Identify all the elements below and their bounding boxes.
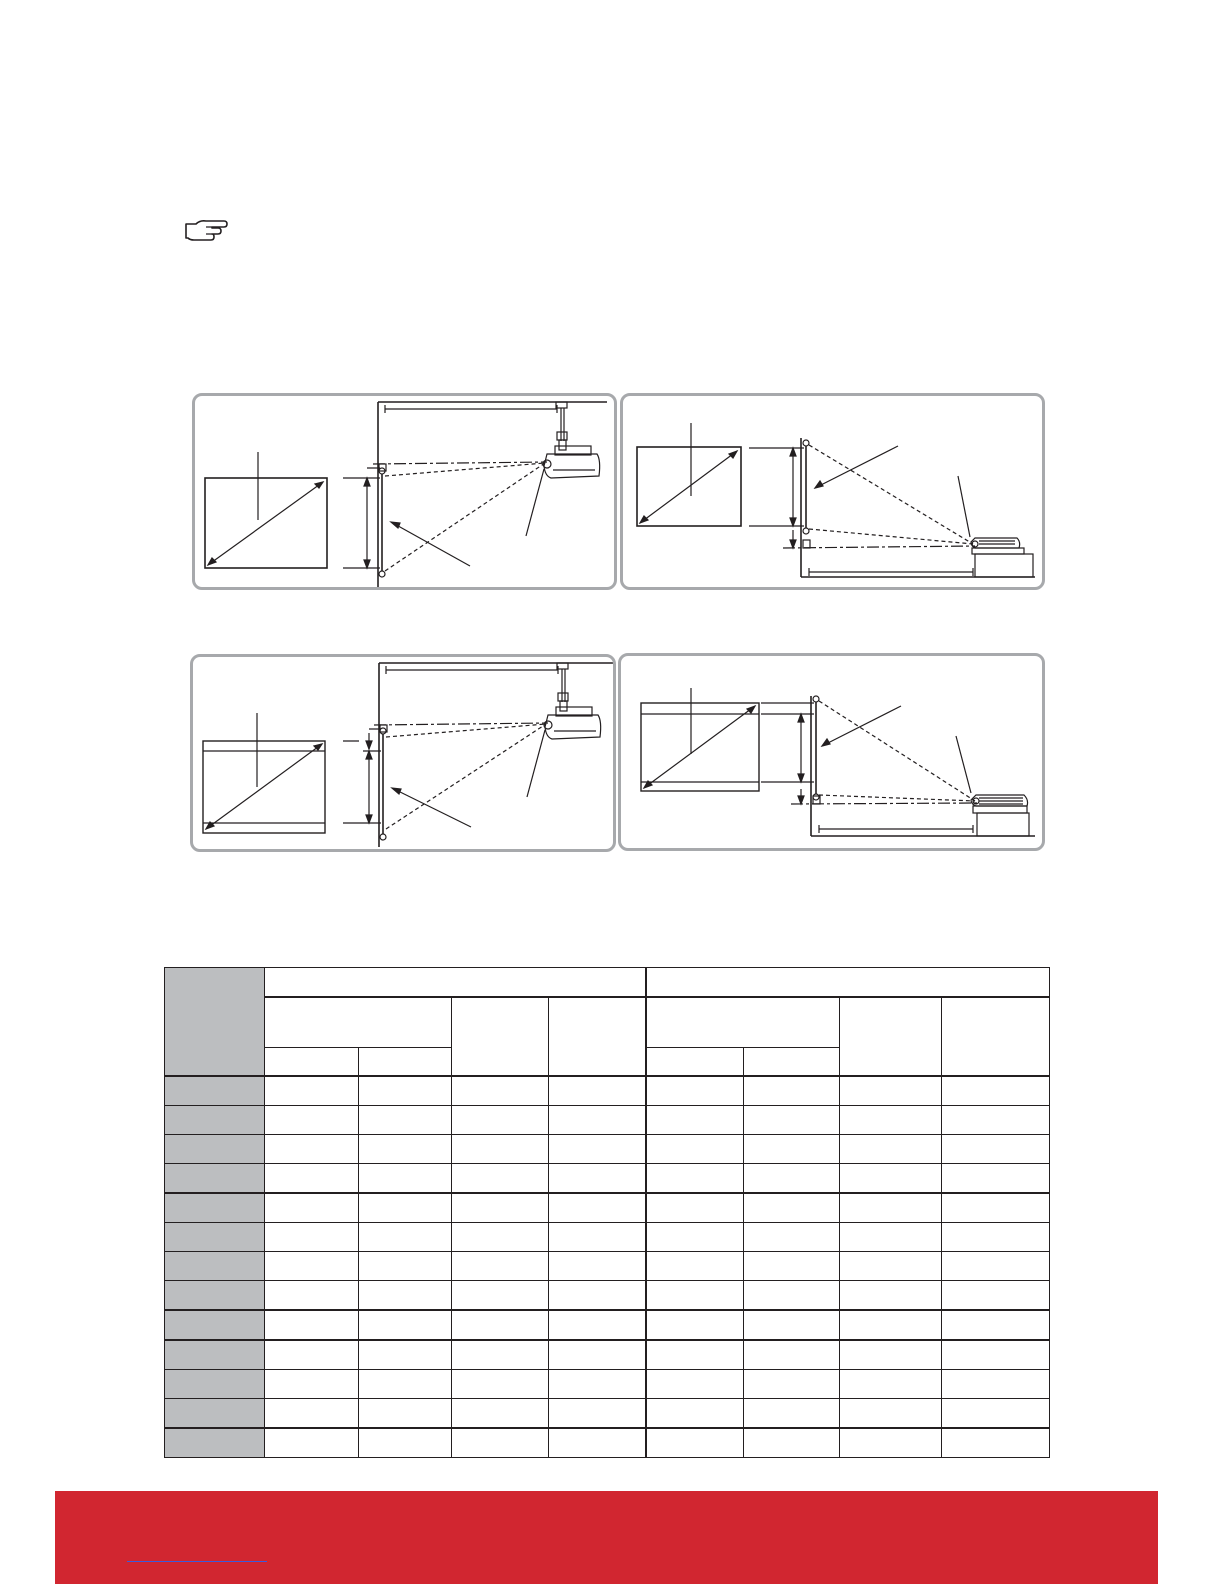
table-row <box>165 1340 1050 1370</box>
ceiling-mount-diagram-16-9 <box>190 654 616 852</box>
table-cell <box>359 1076 452 1106</box>
subheader-cell <box>452 997 549 1076</box>
table-cell <box>265 1193 359 1223</box>
ceiling-mount-drawing-wide <box>193 657 616 852</box>
table-row <box>165 1428 1050 1458</box>
table-cell <box>549 1076 646 1106</box>
table-cell <box>549 1105 646 1134</box>
table-cell <box>646 1428 744 1458</box>
table-cell <box>840 1428 942 1458</box>
table-cell <box>359 1193 452 1223</box>
table-cell <box>942 1105 1050 1134</box>
subheader-cell <box>265 997 452 1048</box>
row-header-cell <box>165 1134 265 1163</box>
unit-cell <box>265 1048 359 1076</box>
unit-cell <box>646 1048 744 1076</box>
table-cell <box>942 1280 1050 1310</box>
table-cell <box>359 1163 452 1193</box>
table-cell <box>549 1193 646 1223</box>
table-cell <box>646 1369 744 1398</box>
table-cell <box>452 1340 549 1370</box>
table-cell <box>646 1076 744 1106</box>
table-row <box>165 1310 1050 1340</box>
table-cell <box>744 1398 840 1428</box>
footer-bar <box>55 1491 1158 1584</box>
subheader-cell <box>840 997 942 1076</box>
table-cell <box>359 1340 452 1370</box>
row-header-cell <box>165 1193 265 1223</box>
table-cell <box>359 1280 452 1310</box>
row-header-cell <box>165 1076 265 1106</box>
table-cell <box>452 1193 549 1223</box>
table-cell <box>840 1340 942 1370</box>
table-cell <box>840 1222 942 1251</box>
table-cell <box>646 1340 744 1370</box>
table-cell <box>549 1369 646 1398</box>
table-cell <box>744 1076 840 1106</box>
table-row <box>165 1105 1050 1134</box>
row-header-cell <box>165 1428 265 1458</box>
table-cell <box>744 1193 840 1223</box>
table-row <box>165 1076 1050 1106</box>
table-cell <box>744 1310 840 1340</box>
table-cell <box>744 1105 840 1134</box>
table-cell <box>942 1310 1050 1340</box>
table-cell <box>265 1369 359 1398</box>
table-cell <box>265 1428 359 1458</box>
table-row <box>165 1280 1050 1310</box>
row-header-cell <box>165 1369 265 1398</box>
row-header-cell <box>165 1398 265 1428</box>
table-cell <box>646 1193 744 1223</box>
group-header-right <box>646 968 1050 997</box>
table-cell <box>265 1251 359 1280</box>
table-cell <box>942 1251 1050 1280</box>
table-cell <box>646 1222 744 1251</box>
floor-mount-diagram-4-3 <box>620 393 1045 590</box>
table-cell <box>359 1398 452 1428</box>
row-header-cell <box>165 1105 265 1134</box>
table-cell <box>646 1163 744 1193</box>
table-cell <box>359 1251 452 1280</box>
table-cell <box>840 1369 942 1398</box>
table-cell <box>549 1134 646 1163</box>
table-cell <box>549 1163 646 1193</box>
table-cell <box>549 1222 646 1251</box>
table-row <box>165 1134 1050 1163</box>
subheader-cell <box>549 997 646 1076</box>
table-cell <box>942 1134 1050 1163</box>
table-cell <box>744 1428 840 1458</box>
table-cell <box>646 1134 744 1163</box>
table-cell <box>452 1251 549 1280</box>
row-header-cell <box>165 1163 265 1193</box>
row-header-cell <box>165 1310 265 1340</box>
table-cell <box>265 1310 359 1340</box>
table-cell <box>840 1251 942 1280</box>
table-cell <box>840 1280 942 1310</box>
table-cell <box>265 1340 359 1370</box>
table-cell <box>840 1105 942 1134</box>
row-header-cell <box>165 1251 265 1280</box>
table-cell <box>840 1310 942 1340</box>
projection-dimensions-table <box>164 967 1050 1458</box>
table-cell <box>452 1369 549 1398</box>
table-subheader-row <box>165 997 1050 1048</box>
table-body <box>165 1076 1050 1458</box>
table-cell <box>744 1369 840 1398</box>
table-cell <box>646 1280 744 1310</box>
table-row <box>165 1163 1050 1193</box>
row-header-cell <box>165 1280 265 1310</box>
table-cell <box>942 1398 1050 1428</box>
table-cell <box>549 1310 646 1340</box>
subheader-cell <box>942 997 1050 1076</box>
table-cell <box>744 1163 840 1193</box>
group-header-left <box>265 968 646 997</box>
table-cell <box>452 1398 549 1428</box>
table-cell <box>942 1163 1050 1193</box>
table-cell <box>359 1428 452 1458</box>
table-cell <box>942 1340 1050 1370</box>
table-row <box>165 1398 1050 1428</box>
table-corner-header <box>165 968 265 1076</box>
table-cell <box>265 1076 359 1106</box>
table-cell <box>942 1428 1050 1458</box>
table-cell <box>840 1163 942 1193</box>
floor-mount-drawing-wide <box>621 656 1045 851</box>
table-cell <box>452 1134 549 1163</box>
table-cell <box>549 1280 646 1310</box>
table-cell <box>549 1428 646 1458</box>
table-cell <box>359 1105 452 1134</box>
table-cell <box>452 1076 549 1106</box>
table-cell <box>744 1251 840 1280</box>
table-cell <box>646 1105 744 1134</box>
table-cell <box>840 1076 942 1106</box>
table-cell <box>452 1428 549 1458</box>
table-cell <box>359 1222 452 1251</box>
table-row <box>165 1251 1050 1280</box>
subheader-cell <box>646 997 840 1048</box>
floor-mount-drawing <box>623 396 1045 590</box>
table-cell <box>452 1105 549 1134</box>
table-cell <box>744 1134 840 1163</box>
table-cell <box>840 1193 942 1223</box>
table-cell <box>646 1251 744 1280</box>
table-cell <box>840 1398 942 1428</box>
floor-mount-diagram-16-9 <box>618 653 1045 851</box>
table-cell <box>359 1134 452 1163</box>
table-cell <box>942 1369 1050 1398</box>
table-cell <box>452 1280 549 1310</box>
table-cell <box>840 1134 942 1163</box>
unit-cell <box>359 1048 452 1076</box>
pointing-hand-icon <box>182 218 228 244</box>
table-cell <box>942 1193 1050 1223</box>
table-cell <box>359 1369 452 1398</box>
table-cell <box>265 1222 359 1251</box>
table-cell <box>265 1134 359 1163</box>
table-header-row <box>165 968 1050 997</box>
table-cell <box>265 1398 359 1428</box>
ceiling-mount-drawing <box>195 396 617 590</box>
table-cell <box>549 1251 646 1280</box>
ceiling-mount-diagram-4-3 <box>192 393 617 590</box>
footer-link-underline[interactable] <box>127 1561 267 1562</box>
table-cell <box>549 1398 646 1428</box>
table-row <box>165 1193 1050 1223</box>
table-cell <box>265 1280 359 1310</box>
table-cell <box>744 1222 840 1251</box>
row-header-cell <box>165 1340 265 1370</box>
table-cell <box>359 1310 452 1340</box>
table-cell <box>646 1398 744 1428</box>
table-row <box>165 1369 1050 1398</box>
table-cell <box>265 1163 359 1193</box>
row-header-cell <box>165 1222 265 1251</box>
table-cell <box>452 1222 549 1251</box>
table-cell <box>452 1310 549 1340</box>
table-row <box>165 1222 1050 1251</box>
table-cell <box>942 1076 1050 1106</box>
table-cell <box>265 1105 359 1134</box>
table-cell <box>942 1222 1050 1251</box>
table-cell <box>452 1163 549 1193</box>
table-cell <box>744 1280 840 1310</box>
table-cell <box>549 1340 646 1370</box>
unit-cell <box>744 1048 840 1076</box>
table-cell <box>744 1340 840 1370</box>
table-cell <box>646 1310 744 1340</box>
